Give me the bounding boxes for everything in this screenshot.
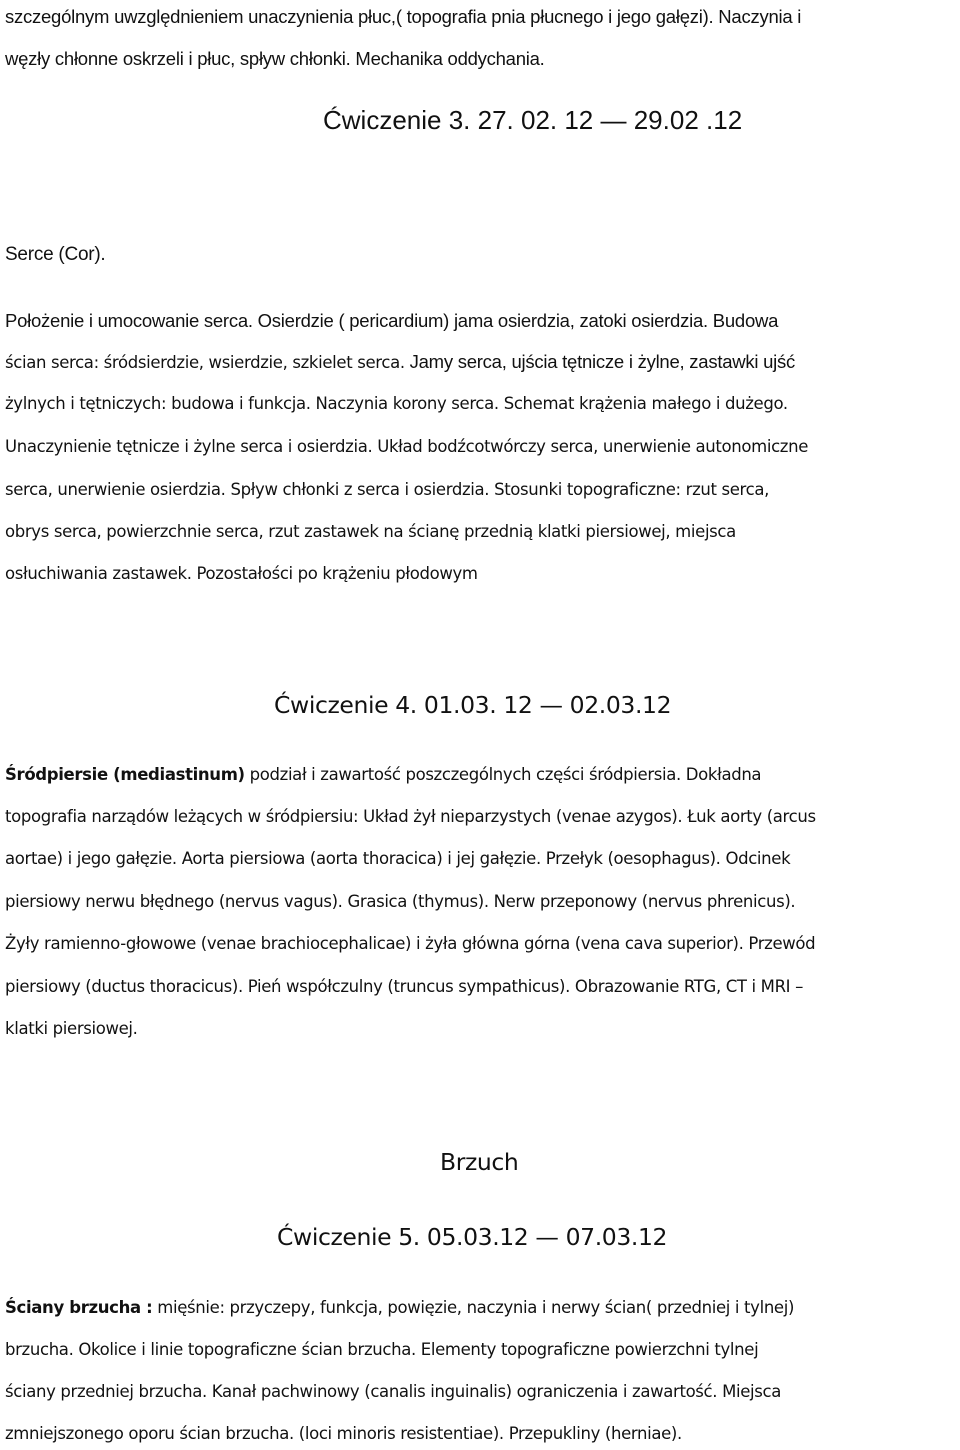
exercise-3-line-1: Położenie i umocowanie serca. Osierdzie ( pericardium) jama osierdzia, zatoki osierdzia. Budowa xyxy=(5,310,779,331)
exercise-3-subheading: Serce (Cor). xyxy=(5,244,106,265)
exercise-3-line-4: Unaczynienie tętnicze i żylne serca i osierdzia. Układ bodźcotwórczy serca, unerwienie autonomiczne xyxy=(5,437,809,456)
exercise-5-term: Ściany brzucha : xyxy=(5,1298,153,1317)
exercise-5-line-4: zmniejszonego oporu ścian brzucha. (loci minoris resistentiae). Przepukliny (herniae). xyxy=(5,1424,682,1443)
exercise-4-line-1-text: podział i zawartość poszczególnych części śródpiersia. Dokładna xyxy=(244,765,762,784)
exercise-3-line-2 xyxy=(5,351,795,374)
exercise-4-line-2: topografia narządów leżących w śródpiersiu: Układ żył nieparzystych (venae azygos). Łuk aorty (arcus xyxy=(5,807,816,826)
exercise-3-line-2-head: ścian serca: śródsierdzie, wsierdzie, szkielet serca. xyxy=(5,353,405,372)
exercise-4-line-4: piersiowy nerwu błędnego (nervus vagus). Grasica (thymus). Nerw przeponowy (nervus phrenicus). xyxy=(5,892,796,911)
exercise-5-line-1-text: mięśnie: przyczepy, funkcja, powięzie, naczynia i nerwy ścian( przedniej i tylnej) xyxy=(152,1298,795,1317)
exercise-3-line-3: żylnych i tętniczych: budowa i funkcja. Naczynia korony serca. Schemat krążenia małego i dużego. xyxy=(5,394,788,413)
exercise-5-line-1 xyxy=(5,1297,794,1319)
exercise-5-line-3: ściany przedniej brzucha. Kanał pachwinowy (canalis inguinalis) ograniczenia i zawartość. Miejsca xyxy=(5,1382,781,1401)
exercise-3-line-6: obrys serca, powierzchnie serca, rzut zastawek na ścianę przednią klatki piersiowej, miejsca xyxy=(5,522,736,541)
exercise-3-line-5: serca, unerwienie osierdzia. Spływ chłonki z serca i osierdzia. Stosunki topograficzne: rzut serca, xyxy=(5,480,770,499)
exercise-5-line-2: brzucha. Okolice i linie topograficzne ścian brzucha. Elementy topograficzne powierzchni tylnej xyxy=(5,1340,759,1359)
intro-line-2: węzły chłonne oskrzeli i płuc, spływ chłonki. Mechanika oddychania. xyxy=(5,48,545,69)
exercise-4-line-5: Żyły ramienno-głowowe (venae brachiocephalicae) i żyła główna górna (vena cava superior). Przewód xyxy=(5,934,816,953)
exercise-4-line-7: klatki piersiowej. xyxy=(5,1019,138,1038)
exercise-4-line-1 xyxy=(5,764,761,786)
exercise-3-heading: Ćwiczenie 3. 27. 02. 12 — 29.02 .12 xyxy=(323,105,743,135)
exercise-4-term: Śródpiersie (mediastinum) xyxy=(5,765,245,784)
exercise-3-line-7: osłuchiwania zastawek. Pozostałości po krążeniu płodowym xyxy=(5,564,478,583)
intro-line-1: szczególnym uwzględnieniem unaczynienia płuc,( topografia pnia płucnego i jego gałęzi). Naczynia i xyxy=(5,6,802,27)
exercise-5-heading: Ćwiczenie 5. 05.03.12 — 07.03.12 xyxy=(277,1223,668,1251)
exercise-4-line-3: aortae) i jego gałęzie. Aorta piersiowa (aorta thoracica) i jej gałęzie. Przełyk (oesophagus). Odcinek xyxy=(5,849,791,868)
section-brzuch-title: Brzuch xyxy=(440,1148,519,1176)
exercise-4-heading: Ćwiczenie 4. 01.03. 12 — 02.03.12 xyxy=(274,691,672,719)
exercise-4-line-6: piersiowy (ductus thoracicus). Pień współczulny (truncus sympathicus). Obrazowanie RTG, CT i MRI – xyxy=(5,977,803,996)
exercise-3-line-2-tail: Jamy serca, ujścia tętnicze i żylne, zastawki ujść xyxy=(404,351,796,372)
